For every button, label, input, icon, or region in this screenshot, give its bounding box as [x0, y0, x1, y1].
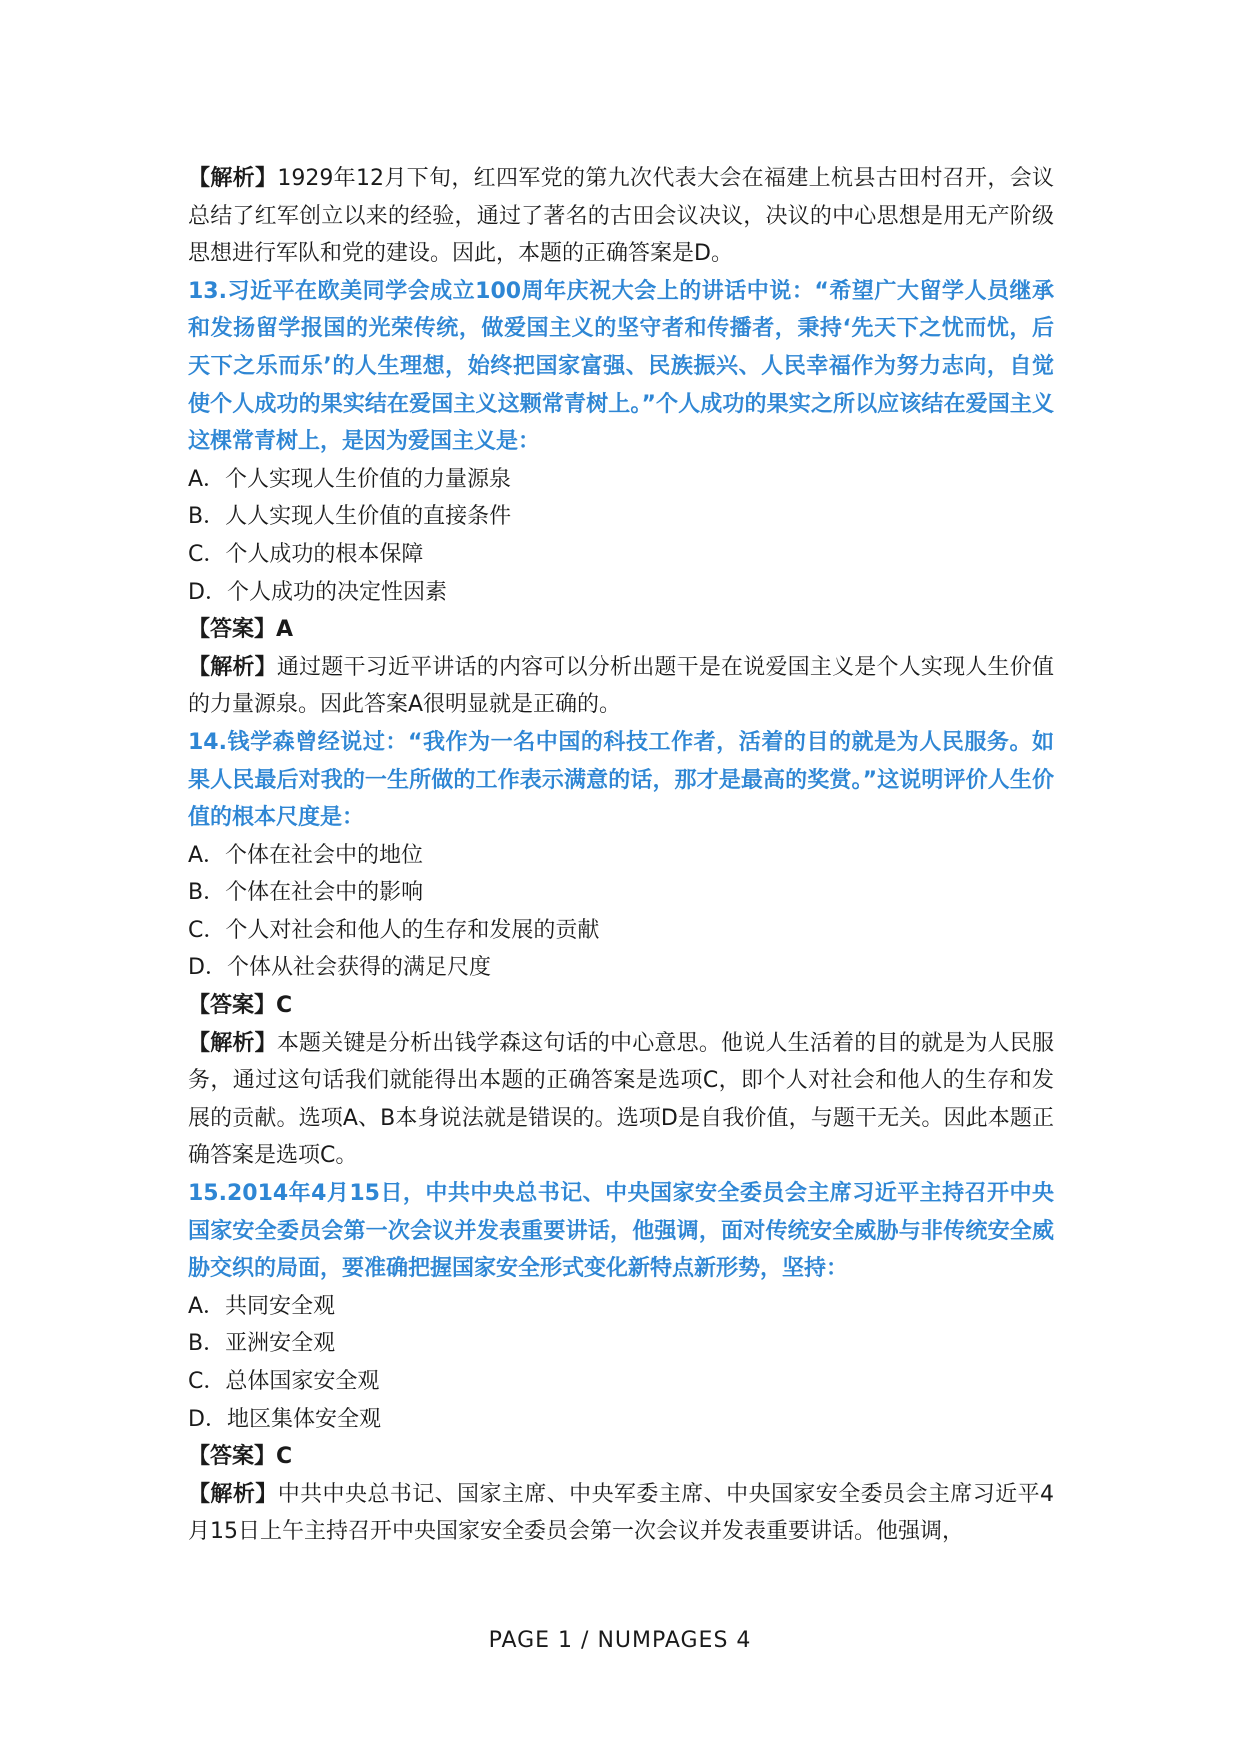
- analysis-paragraph: [188, 1025, 1054, 1175]
- analysis-paragraph: [188, 1476, 1054, 1551]
- analysis-tag: 【解析】: [188, 1030, 277, 1056]
- question-stem: 15.2014年4月15日，中共中央总书记、中央国家安全委员会主席习近平主持召开中央国家安全委员会第一次会议并发表重要讲话，他强调，面对传统安全威胁与非传统安全威胁交织的局面，要准确把握国家安全形式变化新特点新形势，坚持：: [188, 1181, 1054, 1282]
- answer-key: 【答案】A: [188, 617, 294, 643]
- answer-option: D．个体从社会获得的满足尺度: [188, 955, 491, 981]
- analysis-tag: 【解析】: [188, 654, 277, 680]
- answer-option: D．个人成功的决定性因素: [188, 579, 447, 605]
- answer-option: C．个人成功的根本保障: [188, 541, 424, 567]
- answer-option: D．地区集体安全观: [188, 1406, 381, 1432]
- analysis-tag: 【解析】: [188, 166, 278, 191]
- answer-option: A．个体在社会中的地位: [188, 842, 424, 868]
- analysis-text: 中共中央总书记、国家主席、中央军委主席、中央国家安全委员会主席习近平4月15日上午主持召开中央国家安全委员会第一次会议并发表重要讲话。他强调，: [188, 1481, 1054, 1545]
- answer-option: C．总体国家安全观: [188, 1369, 380, 1394]
- answer-option: A．共同安全观: [188, 1293, 336, 1319]
- question-stem: 13.习近平在欧美同学会成立100周年庆祝大会上的讲话中说：“希望广大留学人员继承和发扬留学报国的光荣传统，做爱国主义的坚守者和传播者，秉持‘先天下之忧而忧，后天下之乐而乐’的人生理想，始终把国家富强、民族振兴、人民幸福作为努力志向，自觉使个人成功的果实结在爱国主义这颗常青树上。”个人成功的果实之所以应该结在爱国主义这棵常青树上，是因为爱国主义是：: [188, 278, 1054, 455]
- analysis-paragraph: [188, 160, 1054, 273]
- answer-option: C．个人对社会和他人的生存和发展的贡献: [188, 917, 600, 943]
- answer-option: B．人人实现人生价值的直接条件: [188, 504, 512, 530]
- answer-key: 【答案】C: [188, 1444, 293, 1470]
- answer-option: B．个体在社会中的影响: [188, 880, 424, 906]
- analysis-text: 1929年12月下旬，红四军党的第九次代表大会在福建上杭县古田村召开，会议总结了红军创立以来的经验，通过了著名的古田会议决议，决议的中心思想是用无产阶级思想进行军队和党的建设。因此，本题的正确答案是D。: [188, 166, 1054, 267]
- analysis-tag: 【解析】: [188, 1481, 278, 1507]
- answer-option: A．个人实现人生价值的力量源泉: [188, 466, 512, 492]
- answer-key: 【答案】C: [188, 993, 293, 1019]
- question-stem: 14.钱学森曾经说过：“我作为一名中国的科技工作者，活着的目的就是为人民服务。如果人民最后对我的一生所做的工作表示满意的话，那才是最高的奖赏。”这说明评价人生价值的根本尺度是：: [188, 729, 1054, 831]
- answer-option: B．亚洲安全观: [188, 1331, 336, 1357]
- document-body: [188, 160, 1054, 1551]
- analysis-text: 通过题干习近平讲话的内容可以分析出题干是在说爱国主义是个人实现人生价值的力量源泉。因此答案A很明显就是正确的。: [188, 654, 1054, 718]
- analysis-paragraph: [188, 649, 1054, 724]
- page-footer: PAGE 1 / NUMPAGES 4: [488, 1628, 752, 1653]
- analysis-text: 本题关键是分析出钱学森这句话的中心意思。他说人生活着的目的就是为人民服务，通过这句话我们就能得出本题的正确答案是选项C，即个人对社会和他人的生存和发展的贡献。选项A、B本身说法就是错误的。选项D是自我价值，与题干无关。因此本题正确答案是选项C。: [188, 1030, 1054, 1169]
